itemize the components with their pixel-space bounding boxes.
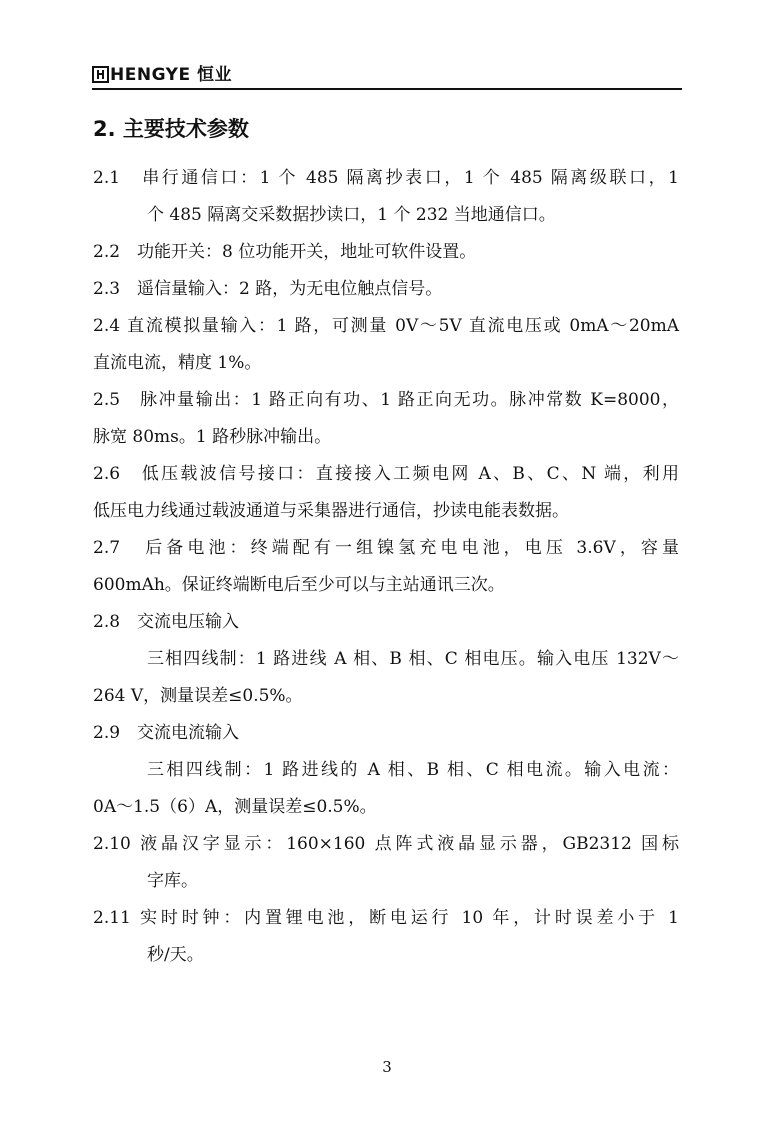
spec-line: 三相四线制：1 路进线的 A 相、B 相、C 相电流。输入电流： — [147, 760, 679, 780]
spec-line: 264 V，测量误差≤0.5%。 — [93, 686, 303, 706]
section-title: 2. 主要技术参数 — [93, 117, 249, 141]
spec-line: 2.8 交流电压输入 — [93, 612, 240, 632]
spec-line: 2.10 液晶汉字显示：160×160 点阵式液晶显示器，GB2312 国标 — [93, 834, 679, 854]
spec-line: 低压电力线通过载波通道与采集器进行通信，抄读电能表数据。 — [93, 501, 569, 521]
page-header — [92, 64, 682, 88]
spec-line: 2.5 脉冲量输出：1 路正向有功、1 路正向无功。脉冲常数 K=8000， — [93, 390, 679, 410]
page-number: 3 — [382, 1058, 392, 1076]
spec-list — [93, 160, 679, 974]
spec-line: 600mAh。保证终端断电后至少可以与主站通讯三次。 — [93, 575, 505, 595]
spec-line: 2.9 交流电流输入 — [93, 723, 240, 743]
spec-line: 2.7 后备电池：终端配有一组镍氢充电电池，电压 3.6V，容量 — [93, 538, 679, 558]
hengye-logo-icon — [92, 66, 109, 83]
spec-line: 2.3 遥信量输入：2 路，为无电位触点信号。 — [93, 279, 443, 299]
spec-line: 个 485 隔离交采数据抄读口，1 个 232 当地通信口。 — [147, 205, 556, 225]
spec-line: 2.1 串行通信口：1 个 485 隔离抄表口，1 个 485 隔离级联口，1 — [93, 168, 679, 188]
header-divider — [92, 88, 682, 90]
brand-name: HENGYE 恒业 — [110, 65, 232, 85]
spec-line: 2.11 实时时钟：内置锂电池，断电运行 10 年，计时误差小于 1 — [93, 908, 679, 928]
spec-line: 2.2 功能开关：8 位功能开关，地址可软件设置。 — [93, 242, 477, 262]
spec-line: 直流电流，精度 1%。 — [93, 353, 262, 373]
spec-line: 三相四线制：1 路进线 A 相、B 相、C 相电压。输入电压 132V～ — [147, 649, 679, 669]
spec-line: 0A～1.5（6）A，测量误差≤0.5%。 — [93, 797, 377, 817]
spec-line: 2.6 低压载波信号接口：直接接入工频电网 A、B、C、N 端，利用 — [93, 464, 679, 484]
spec-line: 字库。 — [147, 871, 198, 891]
spec-line: 脉宽 80ms。1 路秒脉冲输出。 — [93, 427, 332, 447]
spec-line: 秒/天。 — [147, 945, 204, 965]
spec-line: 2.4 直流模拟量输入：1 路，可测量 0V～5V 直流电压或 0mA～20mA — [93, 316, 680, 336]
